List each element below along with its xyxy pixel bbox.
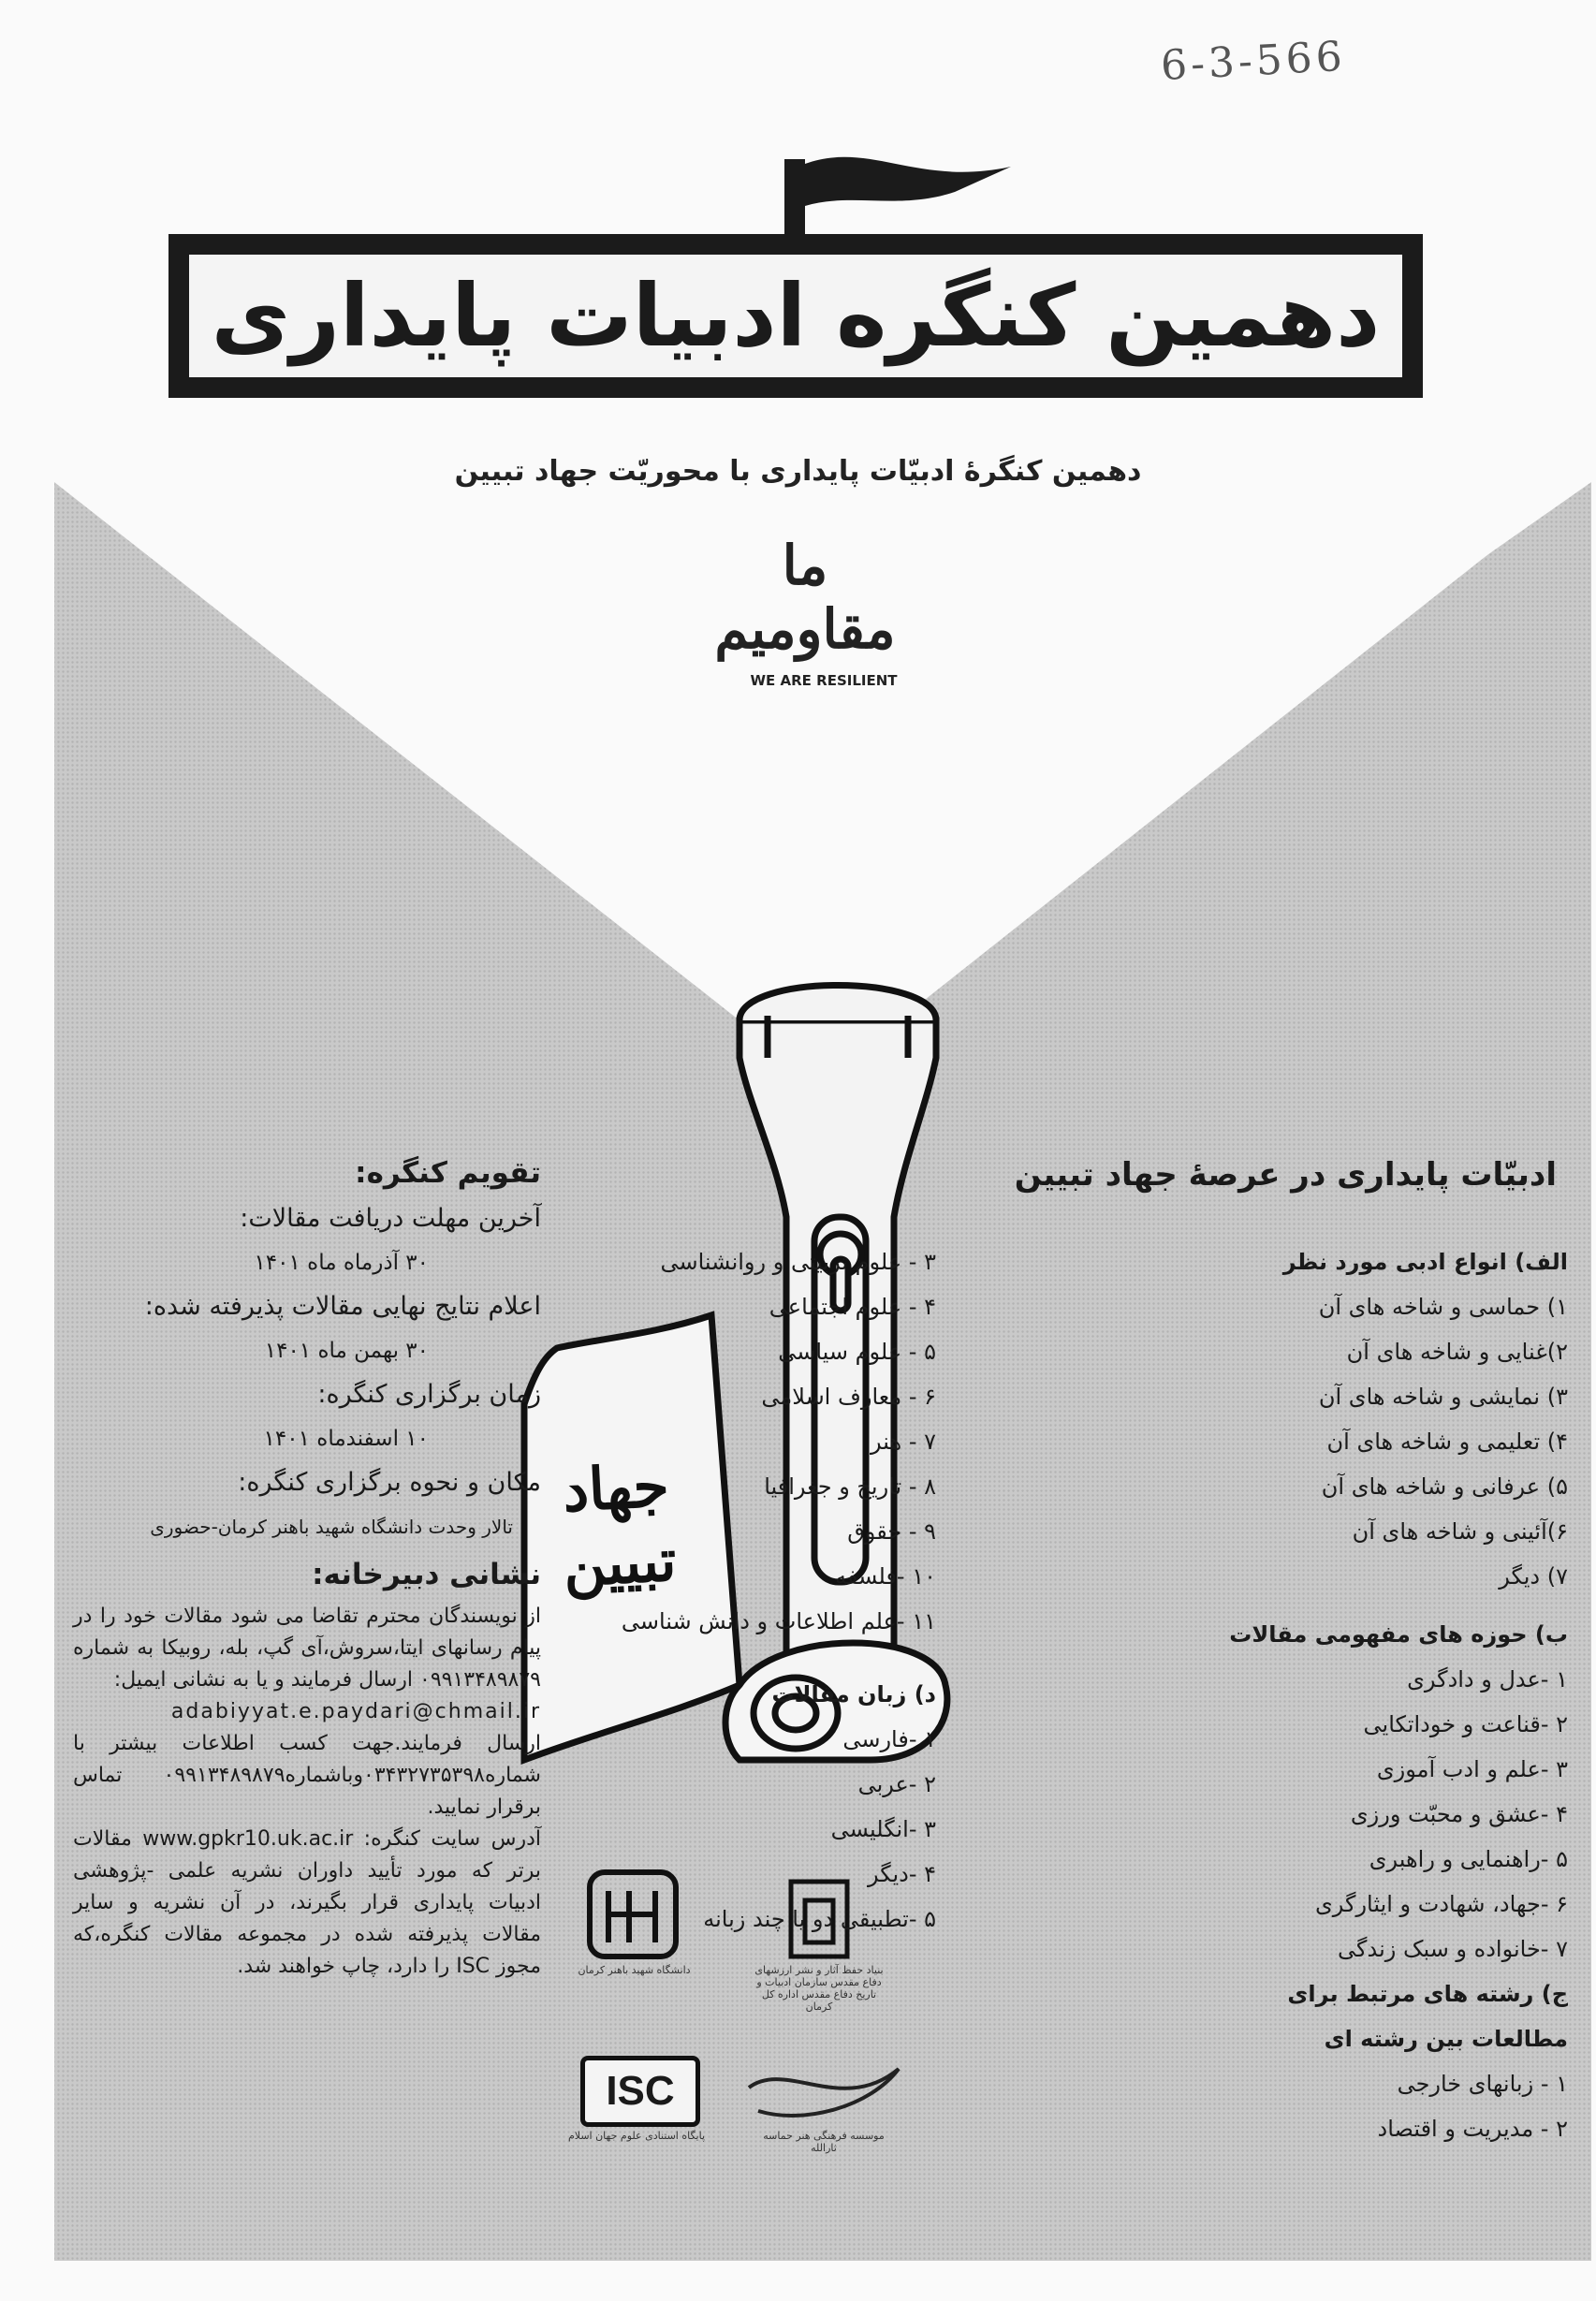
section-b-title: ب) حوزه های مفهومی مقالات <box>1229 1621 1568 1648</box>
left-column <box>73 1150 541 1983</box>
venue-label: مکان و نحوه برگزاری کنگره: <box>238 1468 541 1497</box>
congress-subtitle: دهمین کنگرهٔ ادبیّات پایداری با محوریّت جهاد تبیین <box>454 455 1142 488</box>
list-item: ۷) دیگر <box>1499 1563 1568 1590</box>
congress-date-label: زمان برگزاری کنگره: <box>317 1380 541 1409</box>
list-item: ۵) عرفانی و شاخه های آن <box>1321 1473 1568 1500</box>
results-label: اعلام نتایج نهایی مقالات پذیرفته شده: <box>144 1292 541 1321</box>
jahad-tabyin-label: جهاد تبیین <box>561 1451 679 1601</box>
list-item: ۱ - زبانهای خارجی <box>1397 2071 1568 2097</box>
list-item: ۶)آئینی و شاخه های آن <box>1352 1518 1568 1545</box>
congress-banner <box>168 234 1423 398</box>
list-item: ۳ -علم و ادب آموزی <box>1376 1756 1568 1782</box>
list-item: ۴) تعلیمی و شاخه های آن <box>1326 1429 1568 1455</box>
isc-logo-text: ISC <box>606 2068 675 2114</box>
resilient-logo-text: ما مقاومیم <box>714 534 896 661</box>
list-item: ۴ - علوم اجتماعی <box>769 1294 936 1320</box>
middle-column <box>543 1239 936 1942</box>
list-item: ۲ -قناعت و خوداتکایی <box>1363 1711 1568 1737</box>
section-c-title: ج) رشته های مرتبط برای <box>1287 1981 1568 2007</box>
list-item: ۴ -عشق و محبّت ورزی <box>1350 1801 1568 1827</box>
list-item: ۵ -راهنمایی و راهبری <box>1369 1846 1568 1872</box>
list-item: ۶ - معارف اسلامی <box>761 1384 936 1410</box>
banner-title: دهمین کنگره ادبیات پایداری <box>211 266 1381 366</box>
secretariat-text-3: آدرس سایت کنگره: www.gpkr10.uk.ac.ir مقالات برتر که مورد تأیید داوران نشریه علمی -پژوهشی ادبیات پایداری قرار بگیرند، در آن نشریه و سایر مقالات پذیرفته شده در مجموعه مقالات کنگره،که مجوز ISC را دارد، چاپ خواهند شد. <box>73 1827 541 1978</box>
list-item: ۷ -خانواده و سبک زندگی <box>1338 1936 1568 1962</box>
section-a-title: الف) انواع ادبی مورد نظر <box>1282 1249 1568 1275</box>
list-item: ۱ -عدل و دادگری <box>1407 1666 1568 1693</box>
venue-value: تالار وحدت دانشگاه شهید باهنر کرمان-حضوری <box>150 1516 513 1538</box>
list-item: ۱۱ -علم اطلاعات و دانش شناسی <box>621 1608 936 1634</box>
resilient-logo-tagline: WE ARE RESILIENT <box>750 672 898 689</box>
right-column <box>1100 1239 1568 2151</box>
list-item: ۹ - حقوق <box>847 1518 936 1545</box>
list-item: ۲ - مدیریت و اقتصاد <box>1377 2116 1568 2142</box>
list-item: ۳ - علوم تربیتی و روانشناسی <box>660 1249 936 1275</box>
list-item: ۳ -انگلیسی <box>830 1816 936 1842</box>
list-item: ۱۰ -فلسفه <box>835 1563 936 1590</box>
deadline-label: آخرین مهلت دریافت مقالات: <box>240 1204 541 1233</box>
list-item: ۷ - هنر <box>871 1429 936 1455</box>
list-item: ۶ -جهاد، شهادت و ایثارگری <box>1314 1891 1568 1917</box>
main-heading: ادبیّات پایداری در عرصهٔ جهاد تبیین <box>1014 1156 1557 1194</box>
congress-date-value: ۱۰ اسفندماه ۱۴۰۱ <box>263 1427 429 1451</box>
handwritten-number: 6-3-566 <box>1159 32 1347 91</box>
list-item: ۵ - علوم سیاسی <box>778 1339 936 1365</box>
email-link[interactable]: adabiyyat.e.paydari@chmail.ir <box>170 1700 541 1723</box>
list-item: ۴ -دیگر <box>867 1861 936 1887</box>
secretariat-text-1: از نویسندگان محترم تقاضا می شود مقالات خود را در پیام رسانهای ایتا،سروش،آی گپ، بله، روبیکا به شماره ۰۹۹۱۳۴۸۹۸۷۹ ارسال فرمایند و یا به نشانی ایمیل: <box>73 1605 541 1692</box>
list-item: ۲)غنایی و شاخه های آن <box>1346 1339 1568 1365</box>
list-item: ۱) حماسی و شاخه های آن <box>1318 1294 1568 1320</box>
secretariat-title: نشانی دبیرخانه: <box>312 1558 541 1591</box>
hemase-caption: موسسه فرهنگی هنر حماسه ثارالله <box>763 2130 885 2154</box>
deadline-value: ۳۰ آذرماه ماه ۱۴۰۱ <box>254 1251 429 1275</box>
bonyad-caption: بنیاد حفظ آثار و نشر ارزشهای دفاع مقدس سازمان ادبیات و تاریخ دفاع مقدس اداره کل کرمان <box>754 1964 884 2013</box>
list-item: ۲ -عربی <box>857 1771 936 1797</box>
isc-logo <box>580 2056 700 2127</box>
isc-caption: پایگاه استنادی علوم جهان اسلام <box>567 2130 706 2142</box>
results-value: ۳۰ بهمن ماه ۱۴۰۱ <box>264 1339 429 1363</box>
secretariat-text-2: ارسال فرمایند.جهت کسب اطلاعات بیشتر با شماره۰۳۴۳۲۷۳۵۳۹۸وباشماره۰۹۹۱۳۴۸۹۸۷۹ تماس برقرار نمایید. <box>73 1732 541 1819</box>
list-item: ۱ -فارسی <box>842 1726 936 1752</box>
section-c-title-2: مطالعات بین رشته ای <box>1324 2026 1568 2052</box>
list-item: ۸ - تاریخ و جغرافیا <box>764 1473 936 1500</box>
list-item: ۵ -تطبیقی دو یا چند زبانه <box>703 1906 936 1932</box>
university-caption: دانشگاه شهید باهنر کرمان <box>578 1964 691 1976</box>
calendar-title: تقویم کنگره: <box>355 1156 541 1190</box>
section-d-title: د) زبان مقالات <box>771 1681 936 1707</box>
list-item: ۳) نمایشی و شاخه های آن <box>1318 1384 1568 1410</box>
